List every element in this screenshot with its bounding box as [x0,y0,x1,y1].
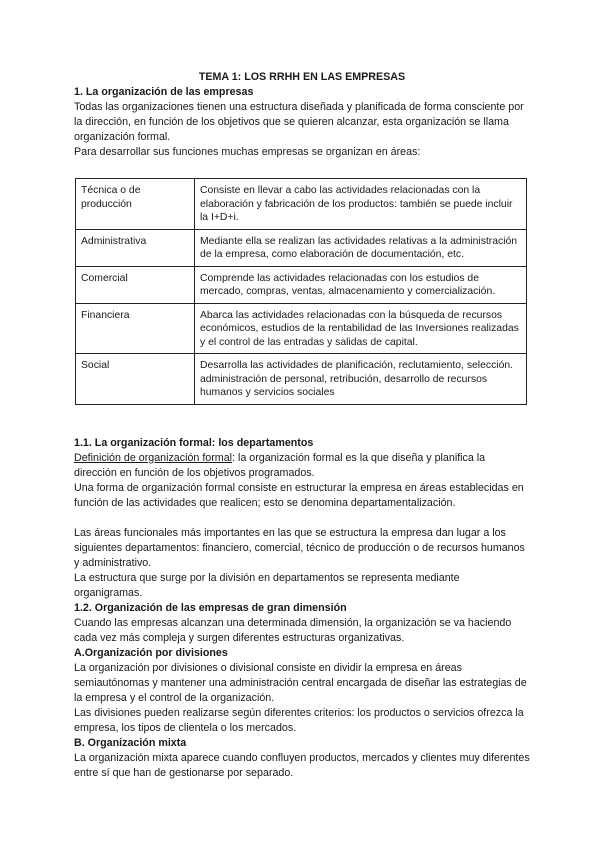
table-row [76,229,527,266]
table-row [76,303,527,354]
section-a-paragraph-1: La organización por divisiones o divisional consiste en dividir la empresa en áreas semiautónomas y mantener una administración central encargada de diseñar las estrategias de la empresa y el control de la organización. [74,661,527,704]
area-name: Técnica o de producción [76,179,195,230]
document-title: TEMA 1: LOS RRHH EN LAS EMPRESAS [198,71,406,83]
area-name: Financiera [76,303,195,354]
section-a-paragraph-2: Las divisiones pueden realizarse según diferentes criterios: los productos o servicios ofrezca la empresa, los tipos de clientela o los mercados. [74,706,524,734]
section-1-paragraph-1: Todas las organizaciones tienen una estructura diseñada y planificada de forma consciente por la dirección, en función de los objetivos que se quieren alcanzar, esta organización se llama organización formal. [74,101,524,143]
section-a-heading: A.Organización por divisiones [74,646,228,659]
area-description: Abarca las actividades relacionadas con la búsqueda de recursos económicos, estudios de la rentabilidad de las Inversiones realizadas y el control de las entradas y salidas de capital. [195,303,527,354]
table-row [76,179,527,230]
area-description: Mediante ella se realizan las actividades relativas a la administración de la empresa, como elaboración de documentación, etc. [195,229,527,266]
section-b-paragraph-1: La organización mixta aparece cuando confluyen productos, mercados y clientes muy diferentes entre sí que han de gestionarse por separado. [74,751,530,779]
section-1-1-paragraph-3: Las áreas funcionales más importantes en las que se estructura la empresa dan lugar a los siguientes departamentos: financiero, comercial, técnico de producción o de recursos humanos y administrativo. [74,526,525,569]
section-1-1-paragraph-2: Una forma de organización formal consiste en estructurar la empresa en áreas establecidas en función de las actividades que realicen; esto se denomina departamentalización. [74,481,524,509]
section-1-paragraph-2: Para desarrollar sus funciones muchas empresas se organizan en áreas: [74,146,421,158]
table-row [76,266,527,303]
area-description: Consiste en llevar a cabo las actividades relacionadas con la elaboración y fabricación de los productos: también se puede incluir la I+D+i. [195,179,527,230]
table-row [76,354,527,405]
definition-text: : la organización formal es la que diseña y planifica la dirección en función de los objetivos programados. [74,451,486,479]
section-1-1-heading: 1.1. La organización formal: los departamentos [74,436,314,449]
area-name: Comercial [76,266,195,303]
definition-label: Definición de organización formal [74,451,233,464]
area-name: Social [76,354,195,405]
section-1-2-paragraph-1: Cuando las empresas alcanzan una determinada dimensión, la organización se va haciendo cada vez más compleja y surgen diferentes estructuras organizativas. [74,616,512,644]
section-1-2-heading: 1.2. Organización de las empresas de gran dimensión [74,601,347,614]
section-1-heading: 1. La organización de las empresas [74,86,254,98]
area-description: Desarrolla las actividades de planificación, reclutamiento, selección. administración de personal, retribución, desarrollo de recursos humanos y servicios sociales [195,354,527,405]
area-name: Administrativa [76,229,195,266]
areas-table [75,178,527,405]
definition-paragraph [74,451,530,481]
document-page [74,70,530,781]
section-b-heading: B. Organización mixta [74,736,187,749]
area-description: Comprende las actividades relacionadas con los estudios de mercado, compras, ventas, almacenamiento y comercialización. [195,266,527,303]
section-1-1-paragraph-4: La estructura que surge por la división en departamentos se representa mediante organigramas. [74,571,460,599]
